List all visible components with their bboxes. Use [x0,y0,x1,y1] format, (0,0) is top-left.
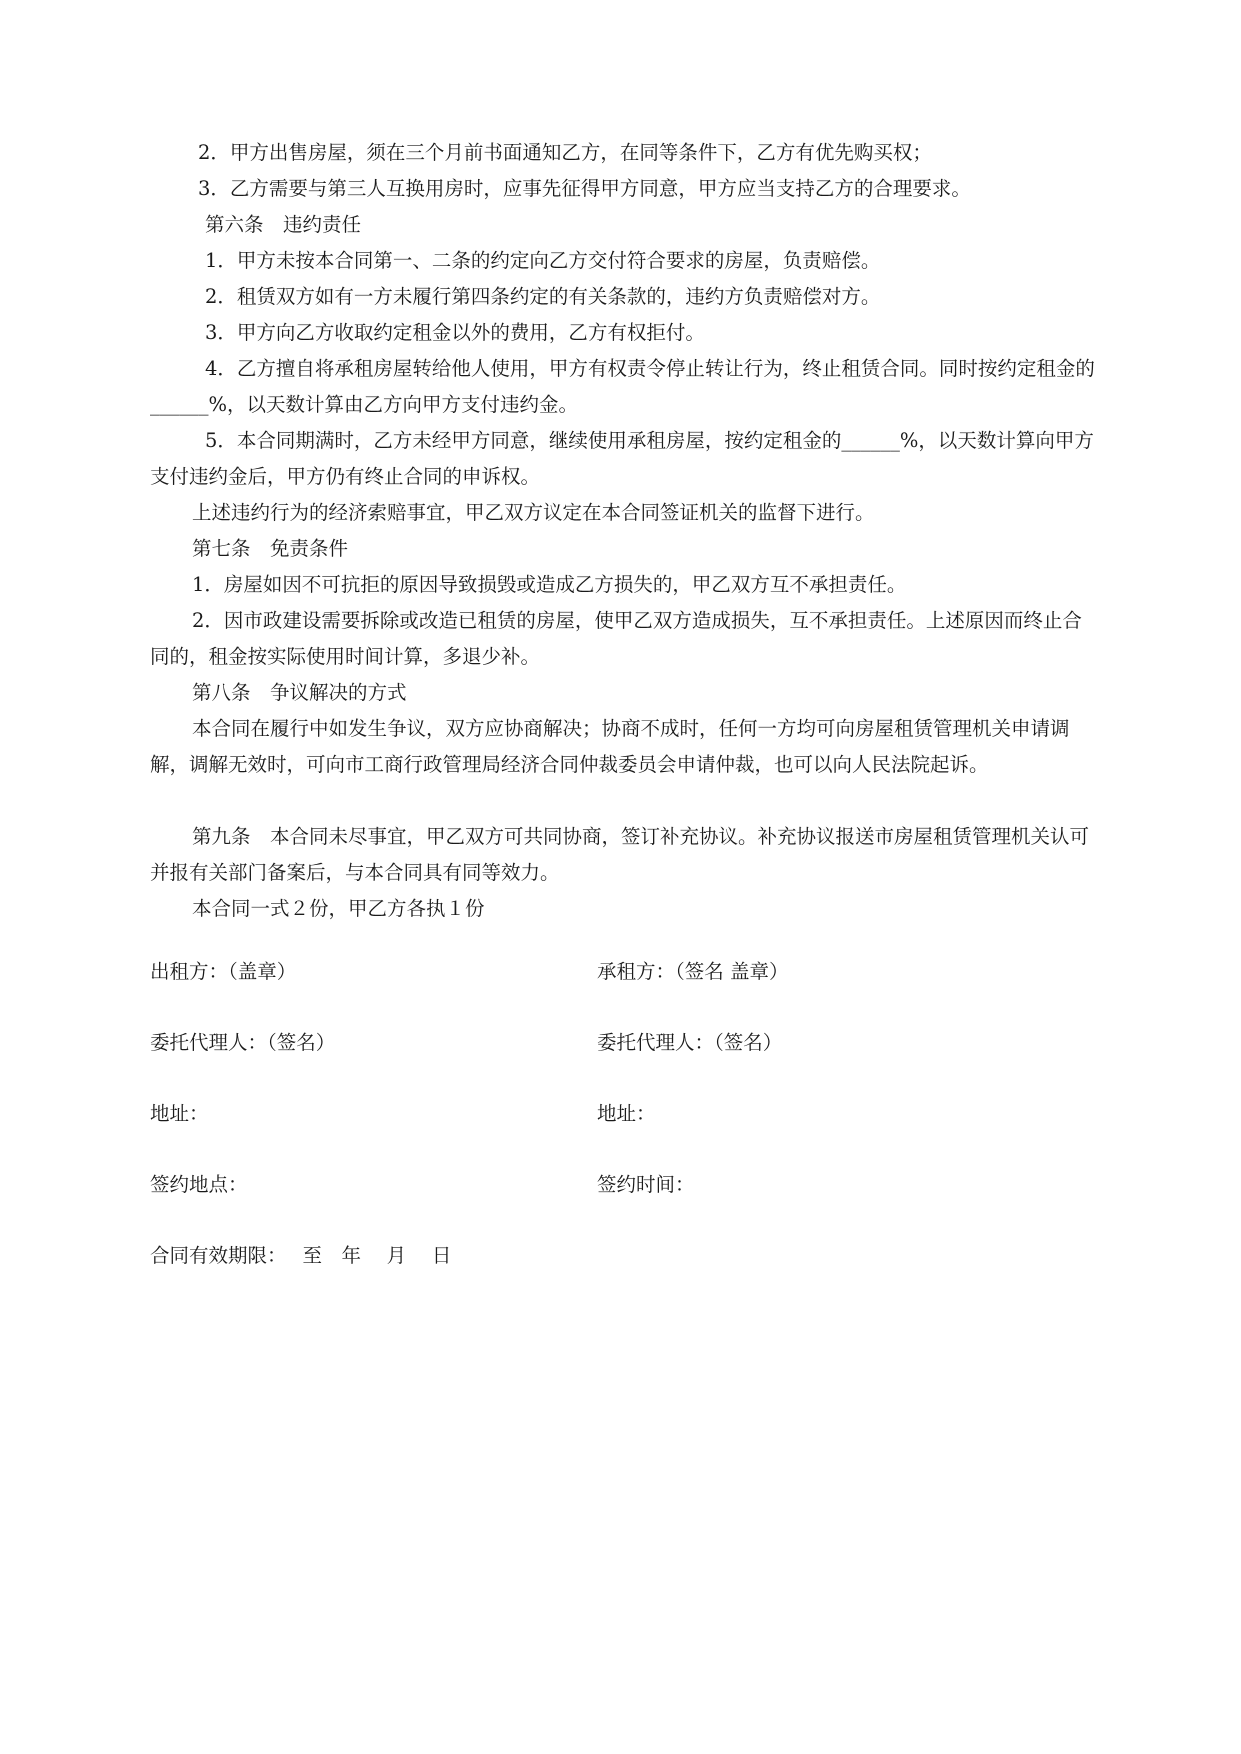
signing-time-label: 签约时间： [597,1173,695,1196]
clause-7-item-1: 1．房屋如因不可抗拒的原因导致损毁或造成乙方损失的，甲乙双方互不承担责任。 [192,573,907,596]
clause-6-item-5: 5．本合同期满时，乙方未经甲方同意，继续使用承租房屋，按约定租金的______%，以天数计算向甲方支付违约金后，甲方仍有终止合同的申诉权。 [150,429,1094,488]
copies-statement: 本合同一式２份，甲乙方各执１份 [192,897,485,920]
lessor-address-label: 地址： [150,1102,209,1125]
validity-period-label: 合同有效期限： 至 年 月 日 [150,1244,452,1267]
lessee-agent-label: 委托代理人：（签名） [597,1031,783,1054]
clause-6-heading: 第六条 违约责任 [205,213,362,236]
lessee-address-label: 地址： [597,1102,656,1125]
clause-8-text: 本合同在履行中如发生争议，双方应协商解决；协商不成时，任何一方均可向房屋租赁管理机关申请调解，调解无效时，可向市工商行政管理局经济合同仲裁委员会申请仲裁，也可以向人民法院起诉。 [150,717,1070,776]
clause-5-item-2: 2．甲方出售房屋，须在三个月前书面通知乙方，在同等条件下，乙方有优先购买权； [198,141,932,164]
lessor-agent-label: 委托代理人：（签名） [150,1031,336,1054]
lessor-seal-label: 出租方：（盖章） [150,960,297,983]
lessee-sign-label: 承租方：（签名 盖章） [597,960,789,983]
clause-5-item-3: 3．乙方需要与第三人互换用房时，应事先征得甲方同意，甲方应当支持乙方的合理要求。 [198,177,971,200]
clause-6-item-4: 4．乙方擅自将承租房屋转给他人使用，甲方有权责令停止转让行为，终止租赁合同。同时按约定租金的______%，以天数计算由乙方向甲方支付违约金。 [150,357,1095,416]
clause-6-item-1: 1．甲方未按本合同第一、二条的约定向乙方交付符合要求的房屋，负责赔偿。 [205,249,881,272]
clause-9-text: 第九条 本合同未尽事宜，甲乙双方可共同协商，签订补充协议。补充协议报送市房屋租赁管理机关认可并报有关部门备案后，与本合同具有同等效力。 [150,825,1090,884]
clause-6-item-2: 2．租赁双方如有一方未履行第四条约定的有关条款的，违约方负责赔偿对方。 [205,285,881,308]
clause-6-summary: 上述违约行为的经济索赔事宜，甲乙双方议定在本合同签证机关的监督下进行。 [192,501,875,524]
clause-6-item-3: 3．甲方向乙方收取约定租金以外的费用，乙方有权拒付。 [205,321,705,344]
signing-place-label: 签约地点： [150,1173,248,1196]
clause-7-item-2: 2．因市政建设需要拆除或改造已租赁的房屋，使甲乙双方造成损失，互不承担责任。上述原因而终止合同的，租金按实际使用时间计算，多退少补。 [150,609,1082,668]
clause-8-heading: 第八条 争议解决的方式 [192,681,407,704]
clause-7-heading: 第七条 免责条件 [192,537,349,560]
